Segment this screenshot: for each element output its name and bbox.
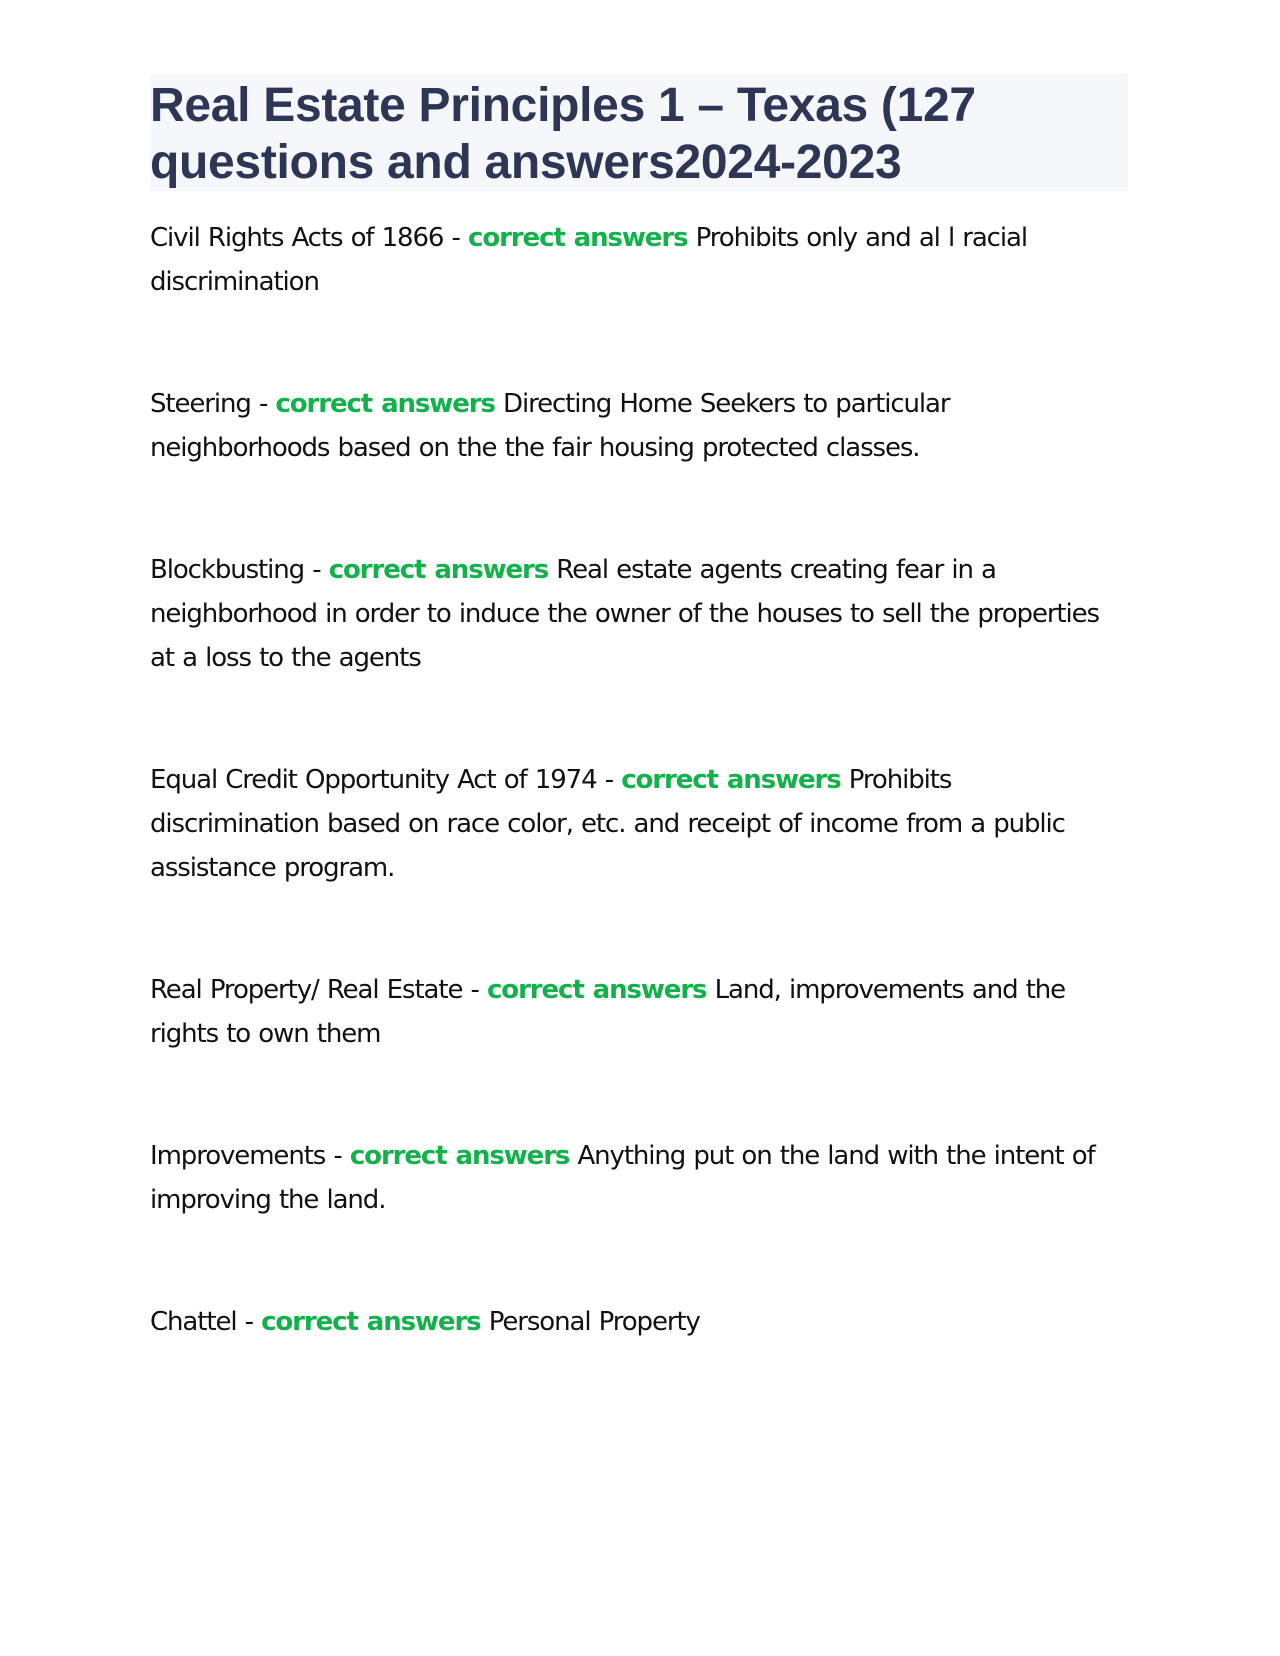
separator: - bbox=[250, 389, 276, 419]
qa-entry bbox=[150, 968, 1110, 1056]
answer-definition: Real estate agents creating fear in a neighborhood in order to induce the owner of the houses to sell the properties at a loss to the agents bbox=[150, 555, 1099, 673]
qa-entry bbox=[150, 1134, 1110, 1222]
question-term: Civil Rights Acts of 1866 bbox=[150, 223, 444, 253]
correct-answers-label: correct answers bbox=[261, 1307, 481, 1337]
question-term: Improvements bbox=[150, 1141, 326, 1171]
correct-answers-label: correct answers bbox=[468, 223, 688, 253]
correct-answers-label: correct answers bbox=[328, 555, 549, 585]
answer-definition: Anything put on the land with the intent of improving the land. bbox=[150, 1141, 1095, 1215]
answer-definition: Personal Property bbox=[488, 1307, 700, 1337]
qa-entry bbox=[150, 382, 1110, 470]
separator: - bbox=[443, 223, 469, 253]
answer-definition: Prohibits only and al l racial discrimination bbox=[150, 223, 1027, 297]
correct-answers-label: correct answers bbox=[621, 765, 841, 795]
correct-answers-label: correct answers bbox=[349, 1141, 570, 1171]
question-term: Equal Credit Opportunity Act of 1974 bbox=[150, 765, 597, 795]
qa-entry bbox=[150, 758, 1110, 890]
answer-definition: Prohibits discrimination based on race color, etc. and receipt of income from a public assistance program. bbox=[150, 765, 1065, 883]
title-block bbox=[150, 74, 1128, 191]
correct-answers-label: correct answers bbox=[275, 389, 495, 419]
answer-definition: Land, improvements and the rights to own them bbox=[150, 975, 1066, 1049]
question-term: Chattel bbox=[150, 1307, 237, 1337]
correct-answers-label: correct answers bbox=[487, 975, 707, 1005]
separator: - bbox=[462, 975, 487, 1005]
question-term: Steering bbox=[150, 389, 251, 419]
qa-entry bbox=[150, 1300, 1110, 1344]
separator: - bbox=[236, 1307, 262, 1337]
separator: - bbox=[596, 765, 622, 795]
page-title: Real Estate Principles 1 – Texas (127 questions and answers2024-2023 bbox=[150, 79, 976, 189]
separator: - bbox=[304, 555, 329, 585]
qa-entry bbox=[150, 216, 1110, 304]
question-term: Blockbusting bbox=[150, 555, 305, 585]
question-term: Real Property/ Real Estate bbox=[150, 975, 463, 1005]
qa-entry bbox=[150, 548, 1110, 680]
answer-definition: Directing Home Seekers to particular neighborhoods based on the the fair housing protected classes. bbox=[150, 389, 950, 463]
separator: - bbox=[325, 1141, 350, 1171]
